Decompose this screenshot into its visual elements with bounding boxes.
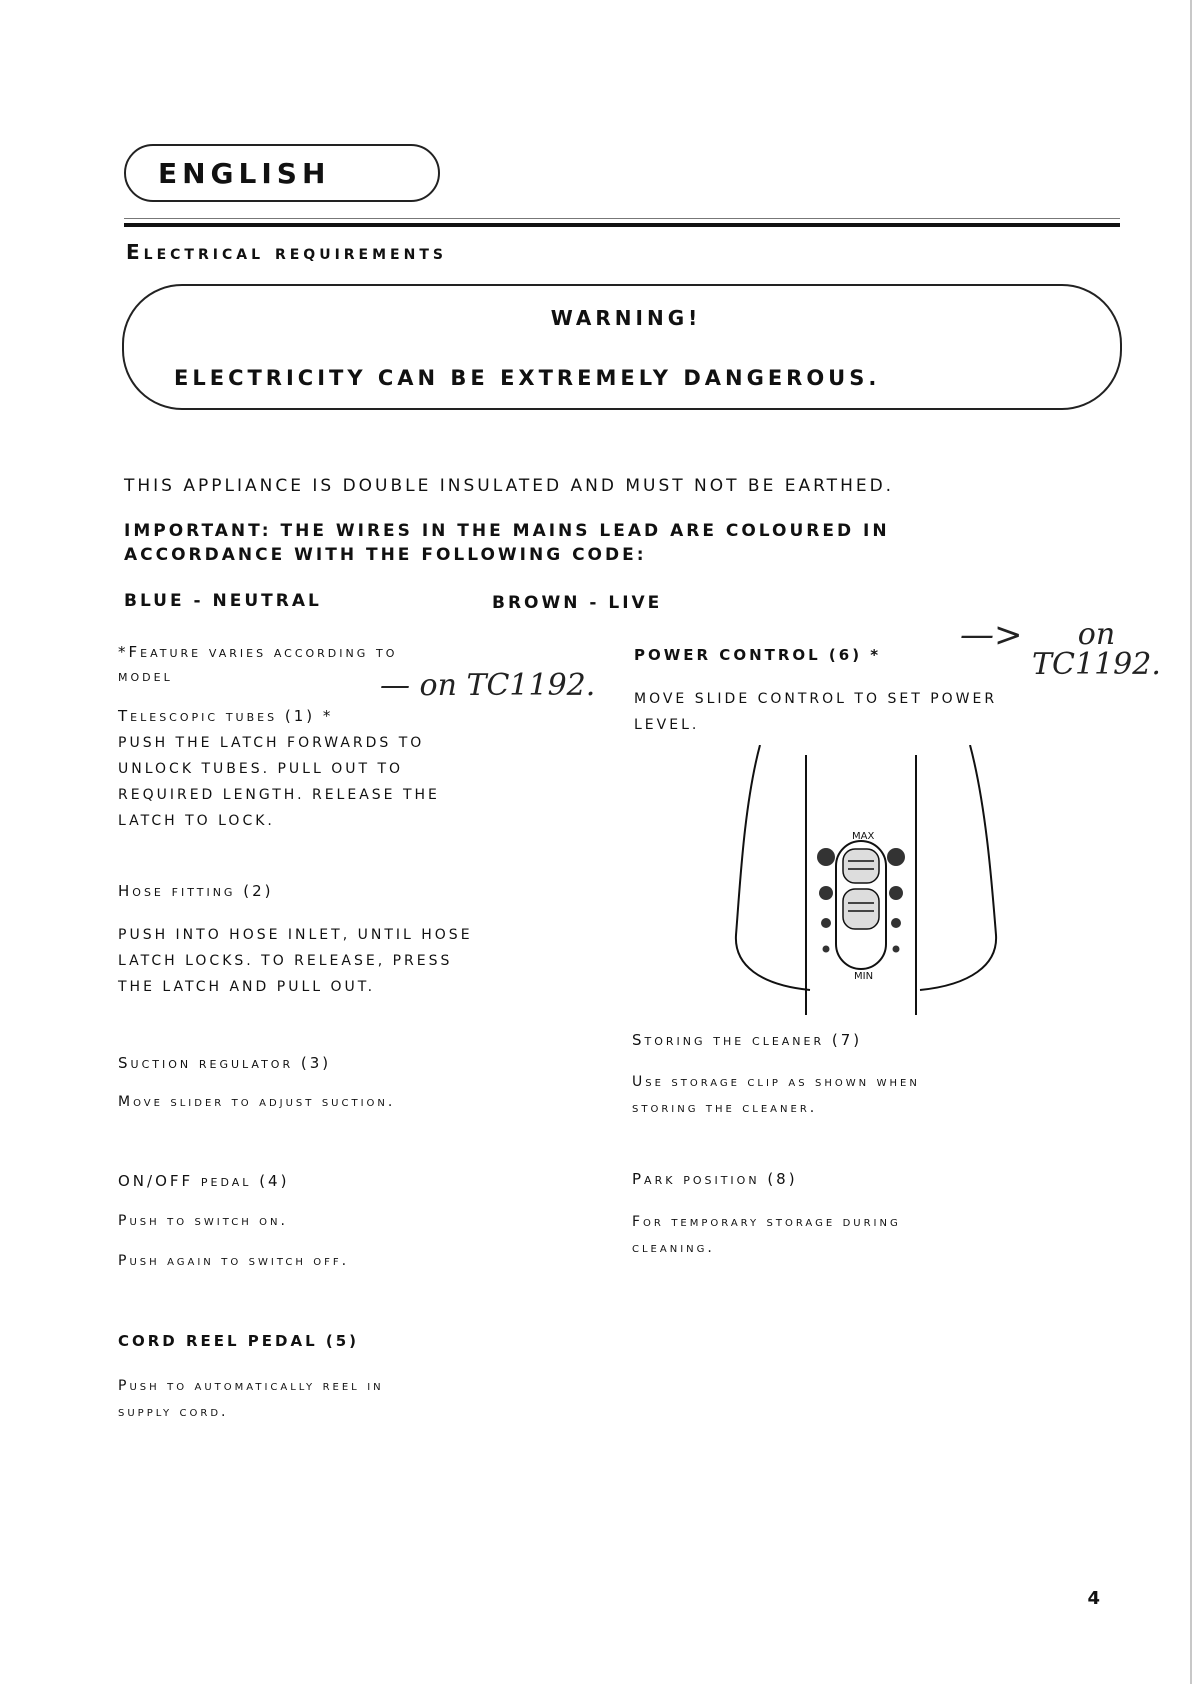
cord-heading: CORD REEL PEDAL (5) bbox=[118, 1332, 360, 1350]
storing-text bbox=[632, 1069, 920, 1121]
level-dot bbox=[887, 848, 905, 866]
language-label: ENGLISH bbox=[124, 144, 440, 202]
important-line-1: IMPORTANT: THE WIRES IN THE MAINS LEAD ARE COLOURED IN bbox=[124, 521, 890, 541]
wire-blue: BLUE - NEUTRAL bbox=[124, 591, 322, 611]
level-dot bbox=[823, 946, 830, 953]
park-text bbox=[632, 1209, 901, 1261]
hose-text bbox=[118, 922, 473, 1000]
hose-line: LATCH LOCKS. TO RELEASE, PRESS bbox=[118, 953, 453, 969]
level-dot bbox=[821, 918, 831, 928]
level-dot bbox=[891, 918, 901, 928]
cord-line: Push to automatically reel in bbox=[118, 1378, 384, 1394]
handwritten-note-right: —> on TC1192. bbox=[960, 615, 1161, 682]
telescopic-line: REQUIRED LENGTH. RELEASE THE bbox=[118, 787, 440, 803]
handle-outline-left bbox=[736, 745, 810, 990]
power-text bbox=[634, 686, 997, 738]
power-heading: POWER CONTROL (6) * bbox=[634, 646, 882, 664]
power-line: MOVE SLIDE CONTROL TO SET POWER bbox=[634, 691, 998, 707]
warning-text: ELECTRICITY CAN BE EXTREMELY DANGEROUS. bbox=[174, 366, 881, 390]
onoff-line-2: Push again to switch off. bbox=[118, 1253, 350, 1269]
hose-line: THE LATCH AND PULL OUT. bbox=[118, 979, 376, 995]
hose-line: PUSH INTO HOSE INLET, UNTIL HOSE bbox=[118, 927, 473, 943]
warning-title: WARNING! bbox=[550, 306, 702, 330]
storing-heading: Storing the cleaner (7) bbox=[632, 1031, 863, 1049]
suction-text: Move slider to adjust suction. bbox=[118, 1094, 396, 1110]
park-heading: Park position (8) bbox=[632, 1170, 798, 1188]
storing-line: Use storage clip as shown when bbox=[632, 1074, 920, 1090]
feature-note-line-1: *Feature varies according to bbox=[118, 643, 398, 661]
handwritten-model: TC1192. bbox=[1032, 647, 1161, 682]
park-line: cleaning. bbox=[632, 1240, 715, 1256]
handle-outline-right bbox=[920, 745, 996, 990]
storing-line: storing the cleaner. bbox=[632, 1100, 818, 1116]
page-number: 4 bbox=[1087, 1588, 1100, 1609]
divider-thick bbox=[124, 223, 1120, 227]
warning-box bbox=[122, 284, 1122, 410]
slider-knob[interactable] bbox=[843, 889, 879, 929]
important-line-2: ACCORDANCE WITH THE FOLLOWING CODE: bbox=[124, 545, 647, 565]
level-dot bbox=[817, 848, 835, 866]
wire-brown: BROWN - LIVE bbox=[492, 593, 663, 613]
max-label: MAX bbox=[852, 831, 875, 842]
min-label: MIN bbox=[854, 971, 874, 982]
hose-heading: Hose fitting (2) bbox=[118, 882, 274, 900]
handwritten-on: on bbox=[1077, 617, 1116, 652]
park-line: For temporary storage during bbox=[632, 1214, 901, 1230]
onoff-heading: ON/OFF pedal (4) bbox=[118, 1172, 290, 1190]
level-dot bbox=[893, 946, 900, 953]
suction-heading: Suction regulator (3) bbox=[118, 1054, 332, 1072]
telescopic-heading: Telescopic tubes (1) * bbox=[118, 707, 334, 725]
slider-knob-top bbox=[843, 849, 879, 883]
cord-text bbox=[118, 1373, 384, 1425]
telescopic-line: LATCH TO LOCK. bbox=[118, 813, 275, 829]
level-dot bbox=[819, 886, 833, 900]
handwritten-note-left: — on TC1192. bbox=[380, 668, 596, 703]
telescopic-text bbox=[118, 730, 440, 834]
cord-line: supply cord. bbox=[118, 1404, 229, 1420]
double-insulated-text: THIS APPLIANCE IS DOUBLE INSULATED AND MUST NOT BE EARTHED. bbox=[124, 476, 895, 496]
onoff-line-1: Push to switch on. bbox=[118, 1213, 288, 1229]
feature-note-line-2: model bbox=[118, 667, 173, 685]
telescopic-line: UNLOCK TUBES. PULL OUT TO bbox=[118, 761, 404, 777]
telescopic-line: PUSH THE LATCH FORWARDS TO bbox=[118, 735, 425, 751]
level-dot bbox=[889, 886, 903, 900]
section-title: Electrical requirements bbox=[126, 240, 447, 264]
divider-thin bbox=[124, 218, 1120, 219]
power-line: LEVEL. bbox=[634, 717, 700, 733]
